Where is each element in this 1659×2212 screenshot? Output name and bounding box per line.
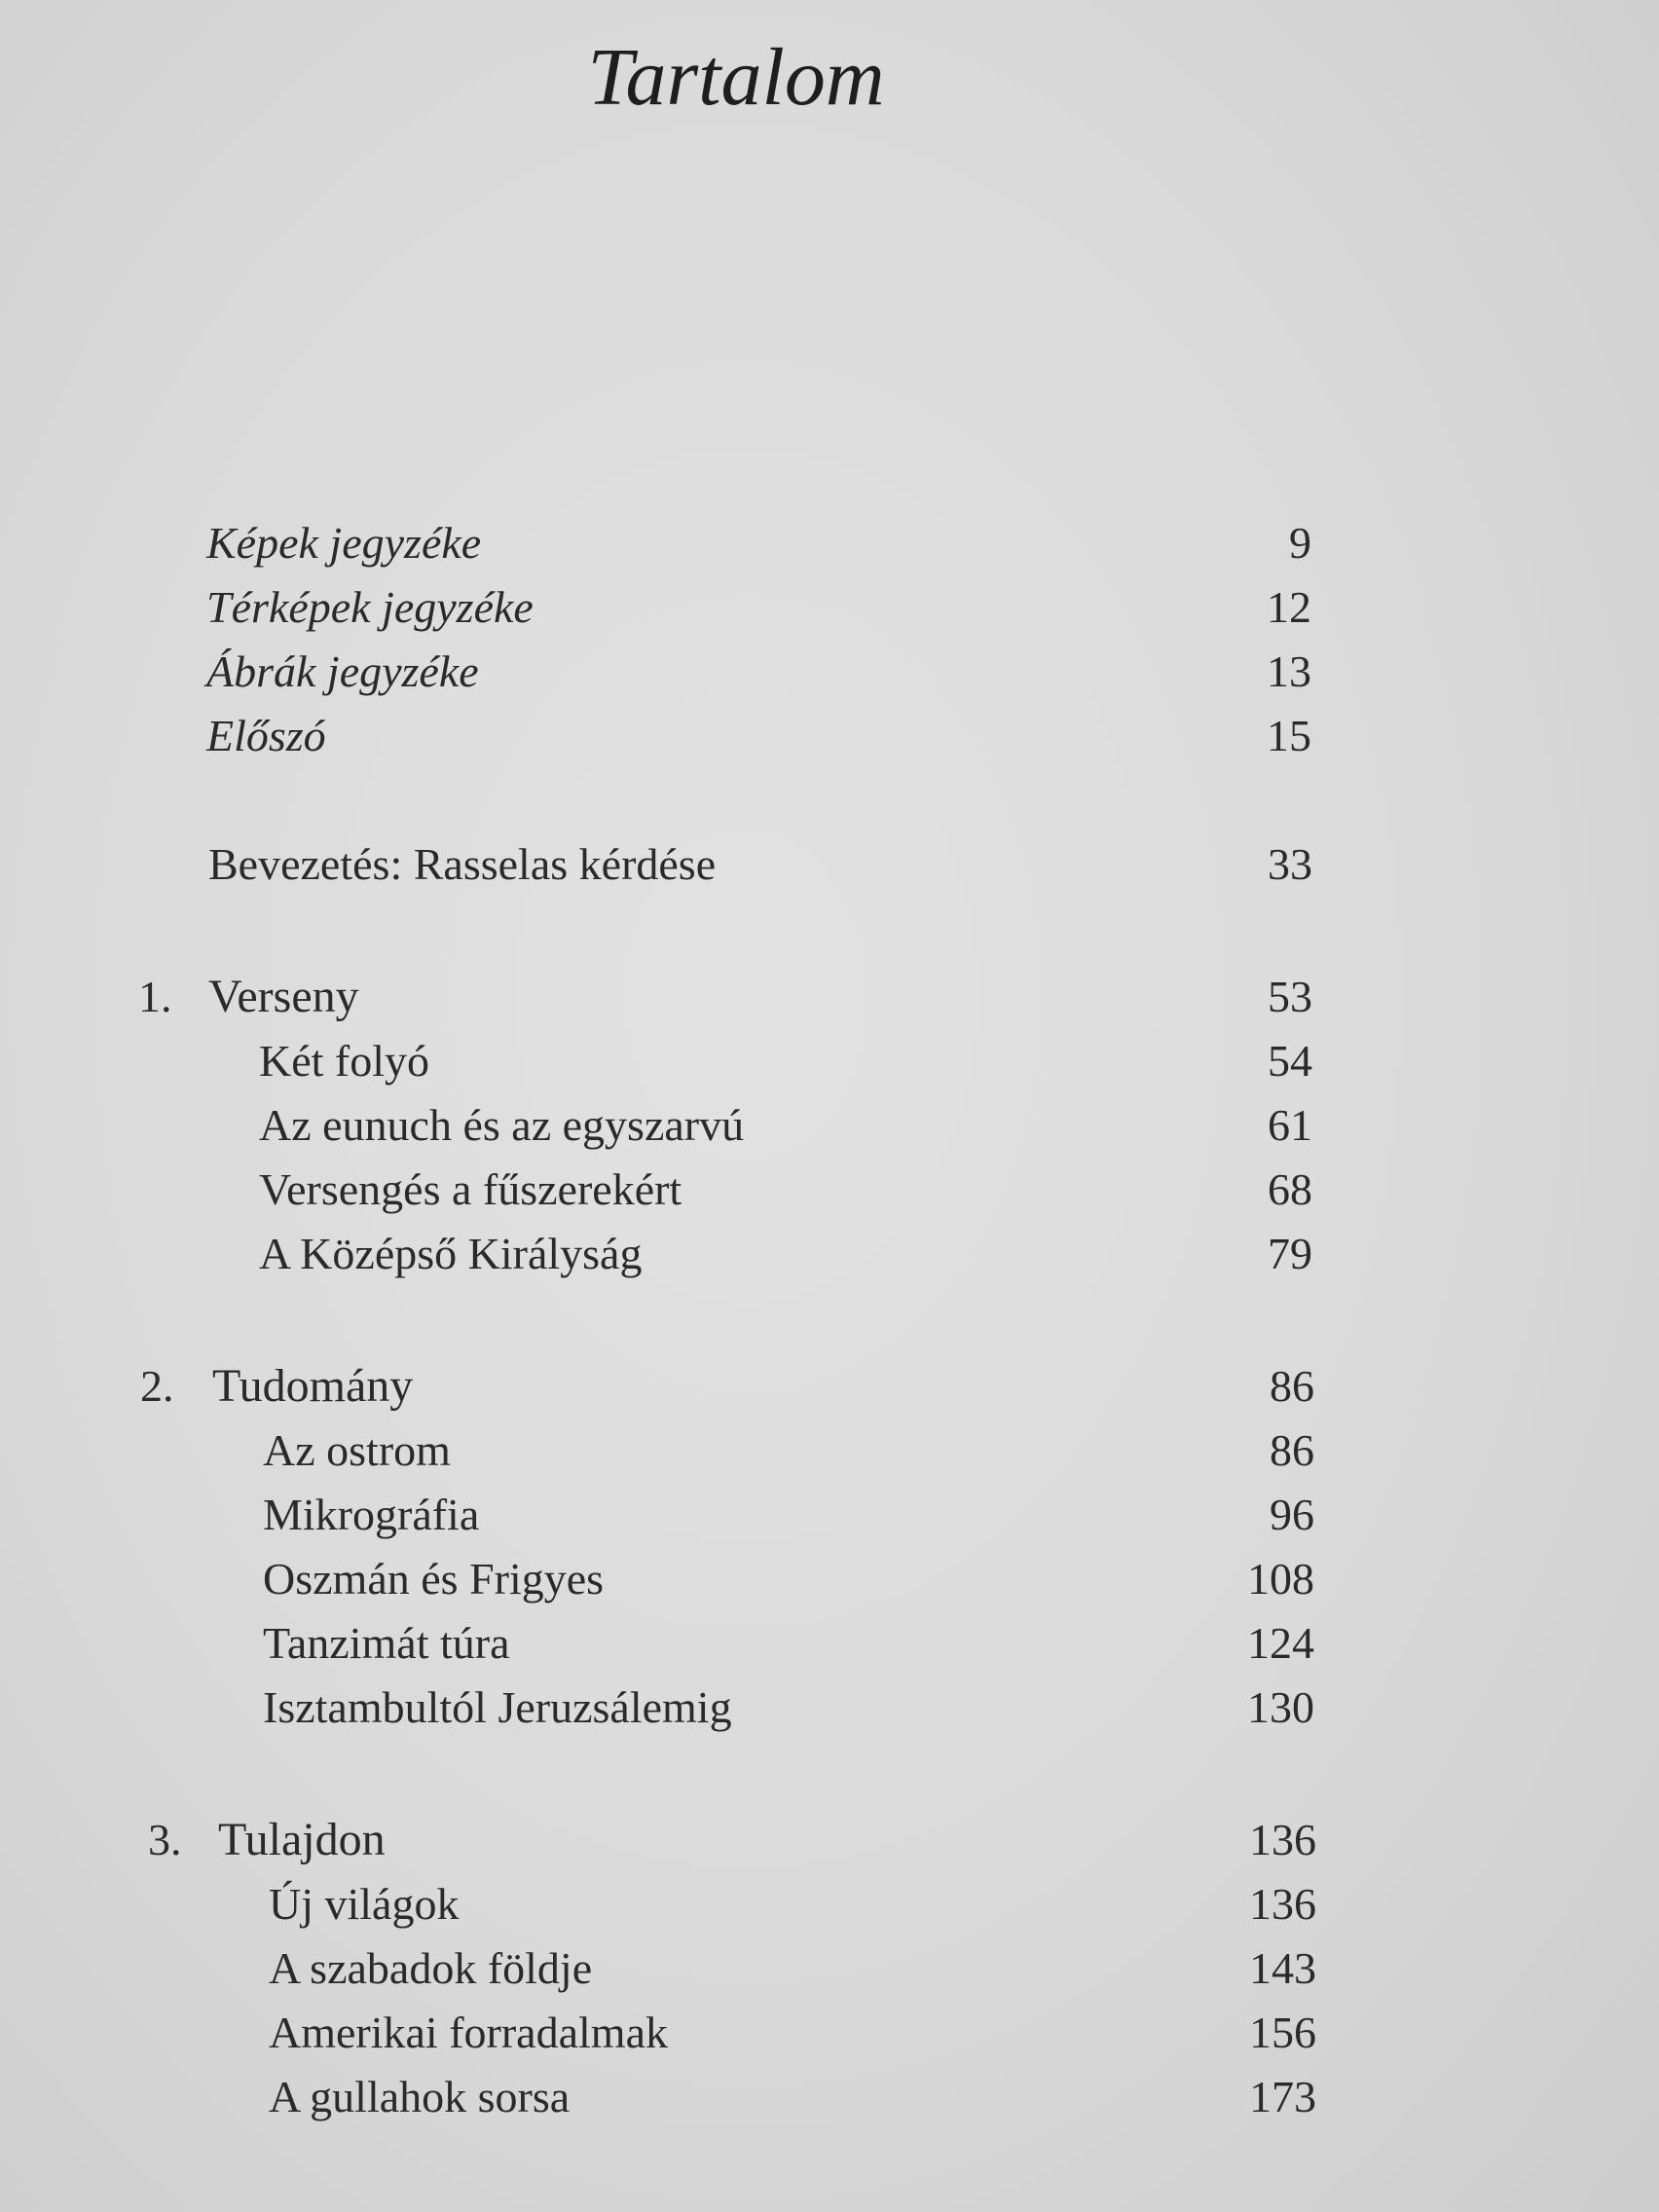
- toc-entry-page: 136: [1249, 1815, 1316, 1864]
- toc-entry-label: Új világok: [269, 1879, 460, 1929]
- toc-chapter-3[interactable]: [0, 1809, 1659, 1871]
- toc-entry-page: 86: [1270, 1425, 1314, 1475]
- chapter-title: Tudomány: [212, 1360, 414, 1412]
- toc-section[interactable]: [0, 1612, 1659, 1675]
- toc-entry-page: 9: [1289, 518, 1311, 568]
- toc-entry-front-matter[interactable]: [0, 641, 1659, 703]
- toc-entry-page: 68: [1268, 1164, 1312, 1214]
- toc-entry-front-matter[interactable]: [0, 576, 1659, 639]
- toc-entry-label: Mikrográfia: [263, 1490, 480, 1539]
- toc-entry-page: 15: [1267, 711, 1311, 760]
- toc-entry-label: Amerikai forradalmak: [269, 2008, 668, 2057]
- toc-entry-label: A gullahok sorsa: [269, 2072, 571, 2121]
- toc-entry-page: 61: [1268, 1100, 1312, 1150]
- toc-entry-front-matter[interactable]: [0, 705, 1659, 767]
- toc-entry-label: Előszó: [206, 711, 326, 760]
- toc-section[interactable]: [0, 1159, 1659, 1221]
- toc-section[interactable]: [0, 1419, 1659, 1482]
- toc-entry-page: 108: [1247, 1554, 1314, 1604]
- toc-entry-page: 130: [1247, 1682, 1314, 1732]
- toc-section[interactable]: [0, 1484, 1659, 1546]
- toc-entry-page: 124: [1247, 1618, 1314, 1668]
- page-title: Tartalom: [587, 32, 885, 123]
- toc-section[interactable]: [0, 1030, 1659, 1092]
- toc-entry-page: 12: [1267, 582, 1311, 632]
- toc-entry-page: 54: [1268, 1036, 1312, 1086]
- toc-section[interactable]: [0, 1873, 1659, 1936]
- chapter-title: Tulajdon: [218, 1814, 386, 1865]
- toc-entry-label: Az eunuch és az egyszarvú: [259, 1100, 745, 1150]
- toc-entry-introduction[interactable]: [0, 833, 1659, 896]
- toc-entry-page: 156: [1249, 2008, 1316, 2057]
- toc-entry-label: A Középső Királyság: [259, 1229, 643, 1278]
- toc-entry-label: Térképek jegyzéke: [206, 582, 534, 632]
- toc-chapter-1[interactable]: [0, 966, 1659, 1028]
- toc-section[interactable]: [0, 2066, 1659, 2128]
- toc-entry-label: A szabadok földje: [269, 1943, 593, 1993]
- chapter-number: 3.: [148, 1815, 182, 1864]
- toc-entry-label: Bevezetés: Rasselas kérdése: [208, 839, 717, 889]
- chapter-title: Verseny: [208, 971, 359, 1022]
- toc-entry-label: Versengés a fűszerekért: [259, 1164, 682, 1214]
- toc-section[interactable]: [0, 2002, 1659, 2064]
- toc-entry-label: Oszmán és Frigyes: [263, 1554, 605, 1604]
- chapter-number: 2.: [140, 1361, 174, 1411]
- toc-entry-page: 86: [1270, 1361, 1314, 1411]
- toc-entry-page: 53: [1268, 972, 1312, 1021]
- toc-entry-page: 173: [1249, 2072, 1316, 2121]
- toc-entry-page: 136: [1249, 1879, 1316, 1929]
- toc-entry-label: Isztambultól Jeruzsálemig: [263, 1682, 732, 1732]
- toc-section[interactable]: [0, 1548, 1659, 1610]
- chapter-number: 1.: [138, 972, 172, 1021]
- toc-entry-front-matter[interactable]: [0, 512, 1659, 574]
- toc-chapter-2[interactable]: [0, 1355, 1659, 1418]
- toc-entry-page: 33: [1268, 839, 1312, 889]
- toc-entry-page: 13: [1267, 646, 1311, 696]
- toc-entry-label: Az ostrom: [263, 1425, 451, 1475]
- toc-entry-page: 79: [1268, 1229, 1312, 1278]
- toc-entry-page: 96: [1270, 1490, 1314, 1539]
- toc-section[interactable]: [0, 1094, 1659, 1157]
- toc-entry-label: Ábrák jegyzéke: [206, 646, 479, 696]
- toc-entry-label: Két folyó: [259, 1036, 430, 1086]
- toc-entry-label: Tanzimát túra: [263, 1618, 510, 1668]
- toc-section[interactable]: [0, 1677, 1659, 1739]
- toc-entry-page: 143: [1249, 1943, 1316, 1993]
- toc-entry-label: Képek jegyzéke: [206, 518, 482, 568]
- toc-section[interactable]: [0, 1223, 1659, 1285]
- toc-section[interactable]: [0, 1937, 1659, 2000]
